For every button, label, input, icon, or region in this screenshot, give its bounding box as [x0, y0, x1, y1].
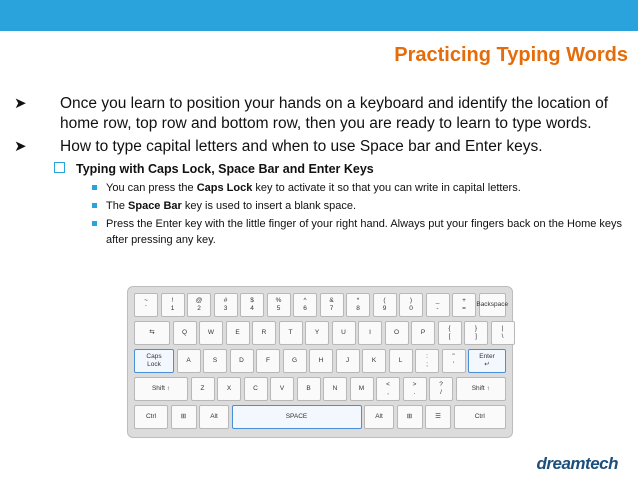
key-d: D [230, 349, 254, 373]
key-punct-b1: > . [403, 377, 427, 401]
key-2: ! 1 [161, 293, 185, 317]
arrow-bullet-icon: ➤ [14, 95, 27, 112]
bullet-text: How to type capital letters and when to use Space bar and Enter keys. [60, 138, 543, 155]
square-bullet-icon [92, 185, 97, 190]
key-enter: Enter ↵ [468, 349, 506, 373]
sub-bullet [92, 198, 624, 214]
key-w: W [199, 321, 223, 345]
slide-title: Practicing Typing Words [394, 44, 628, 66]
key-k: K [362, 349, 386, 373]
key-a: A [177, 349, 201, 373]
key-7: ^ 6 [293, 293, 317, 317]
dreamtech-logo: dreamtech [536, 454, 618, 473]
key-x: X [217, 377, 241, 401]
key-p: P [411, 321, 435, 345]
sub-bullet-text: key to activate it so that you can write in capital letters. [252, 182, 521, 194]
sub-bullet [92, 216, 624, 248]
key-u: U [332, 321, 356, 345]
key-shift-right: Shift ↑ [456, 377, 507, 401]
key-12: _ - [426, 293, 450, 317]
key-i: I [358, 321, 382, 345]
square-bullet-icon [92, 221, 97, 226]
bullet-text: Once you learn to position your hands on a keyboard and identify the location of home row, top row and bottom row, then you are ready to learn to type words. [60, 95, 609, 132]
key-s: S [203, 349, 227, 373]
top-banner [0, 0, 638, 31]
key-alt-left: Alt [199, 405, 229, 429]
key-3: @ 2 [187, 293, 211, 317]
key-h: H [309, 349, 333, 373]
bullet-item [14, 94, 624, 134]
key-c: C [244, 377, 268, 401]
arrow-bullet-icon: ➤ [14, 138, 27, 155]
key-8: & 7 [320, 293, 344, 317]
key-punct-0: : ; [415, 349, 439, 373]
key-shift-left: Shift ↑ [134, 377, 188, 401]
key-punct-1: " ' [442, 349, 466, 373]
sub-heading-text: Typing with Caps Lock, Space Bar and Enter Keys [76, 162, 374, 176]
sub-bullet-text: Press the Enter key with the little finger of your right hand. Always put your fingers back on the Home keys after pressing any key. [106, 218, 623, 246]
key-ctrl-left: Ctrl [134, 405, 168, 429]
key-space: SPACE [232, 405, 362, 429]
key-4: # 3 [214, 293, 238, 317]
key-9: * 8 [346, 293, 370, 317]
key-y: Y [305, 321, 329, 345]
key-m: M [350, 377, 374, 401]
key-13: + = [452, 293, 476, 317]
key-10: ( 9 [373, 293, 397, 317]
square-bullet-icon [92, 203, 97, 208]
key-o: O [385, 321, 409, 345]
key-backspace: Backspace [479, 293, 507, 317]
key-6: % 5 [267, 293, 291, 317]
key-alt-right: Alt [364, 405, 394, 429]
key-punct-b2: ? / [429, 377, 453, 401]
key-l: L [389, 349, 413, 373]
key-caps-lock: Caps Lock [134, 349, 174, 373]
key-1: ~ ` [134, 293, 158, 317]
key-q: Q [173, 321, 197, 345]
key-5: $ 4 [240, 293, 264, 317]
key-bracket-2: | \ [491, 321, 515, 345]
key-tab: ⇆ [134, 321, 170, 345]
windows-key-icon: ⊞ [171, 405, 197, 429]
windows-key-icon: ⊞ [397, 405, 423, 429]
key-bracket-1: } ] [464, 321, 488, 345]
key-n: N [323, 377, 347, 401]
sub-bullet-text: key is used to insert a blank space. [181, 200, 357, 212]
bullet-list [14, 94, 624, 248]
key-punct-b0: < , [376, 377, 400, 401]
sub-bullet-bold: Space Bar [128, 200, 182, 212]
key-bracket-0: { [ [438, 321, 462, 345]
sub-bullet-text: You can press the [106, 182, 197, 194]
menu-key-icon: ☰ [425, 405, 451, 429]
sub-bullet-text: The [106, 200, 129, 212]
key-t: T [279, 321, 303, 345]
sub-bullet-bold: Caps Lock [196, 182, 253, 194]
key-11: ) 0 [399, 293, 423, 317]
sub-heading [54, 160, 624, 178]
key-z: Z [191, 377, 215, 401]
key-ctrl-right: Ctrl [454, 405, 507, 429]
sub-bullet [92, 180, 624, 196]
key-g: G [283, 349, 307, 373]
key-e: E [226, 321, 250, 345]
keyboard-diagram [127, 286, 513, 438]
key-j: J [336, 349, 360, 373]
key-b: B [297, 377, 321, 401]
bullet-item [14, 137, 624, 157]
key-v: V [270, 377, 294, 401]
key-f: F [256, 349, 280, 373]
checkbox-bullet-icon [54, 162, 65, 173]
key-r: R [252, 321, 276, 345]
